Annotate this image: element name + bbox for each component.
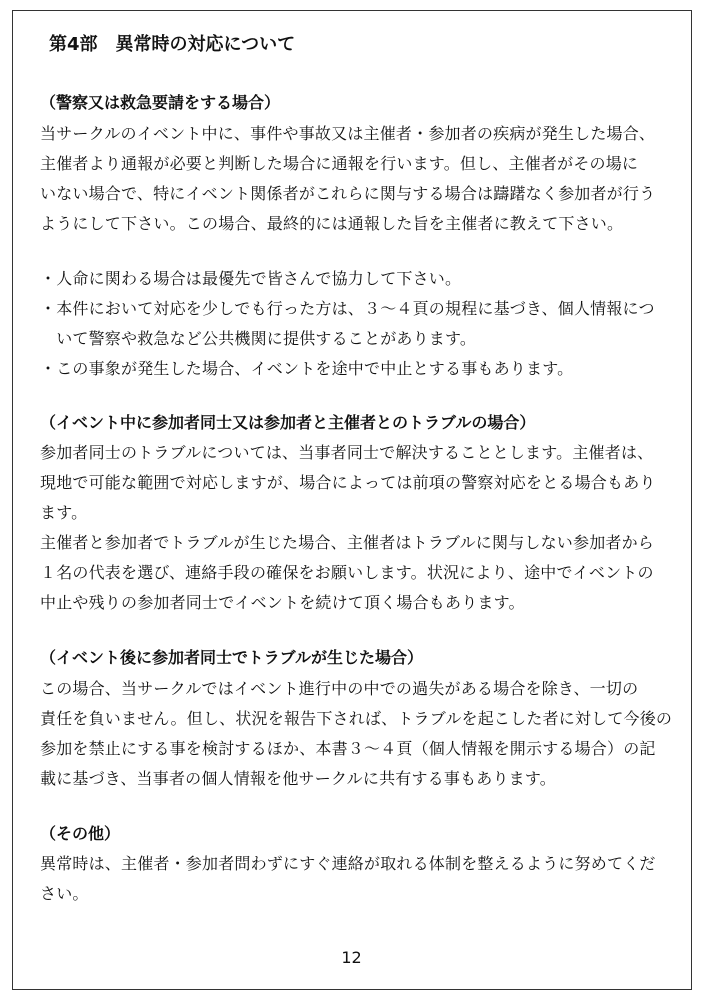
body-line: 参加者同士のトラブルについては、当事者同士で解決することとします。主催者は、 — [40, 443, 654, 462]
section-heading-trouble-after: （イベント後に参加者同士でトラブルが生じた場合） — [40, 648, 424, 667]
body-line: ようにして下さい。この場合、最終的には通報した旨を主催者に教えて下さい。 — [40, 214, 624, 233]
body-line: 主催者より通報が必要と判断した場合に通報を行います。但し、主催者がその場に — [40, 154, 639, 173]
body-line: 責任を負いません。但し、状況を報告下されば、トラブルを起こした者に対して今後の — [40, 709, 673, 728]
body-line: ます。 — [40, 503, 88, 522]
body-line: 異常時は、主催者・参加者問わずにすぐ連絡が取れる体制を整えるように努めてくだ — [40, 854, 656, 873]
section-heading-trouble-during: （イベント中に参加者同士又は参加者と主催者とのトラブルの場合） — [40, 413, 536, 432]
body-line: いない場合で、特にイベント関係者がこれらに関与する場合は躊躇なく参加者が行う — [40, 184, 656, 203]
bullet-item: ・本件において対応を少しでも行った方は、３～４頁の規程に基づき、個人情報につ — [40, 299, 655, 318]
bullet-item: ・この事象が発生した場合、イベントを途中で中止とする事もあります。 — [40, 359, 574, 378]
body-line: 現地で可能な範囲で対応しますが、場合によっては前項の警察対応をとる場合もあり — [40, 473, 656, 492]
body-line: 載に基づき、当事者の個人情報を他サークルに共有する事もあります。 — [40, 769, 557, 788]
body-line: 当サークルのイベント中に、事件や事故又は主催者・参加者の疾病が発生した場合、 — [40, 124, 656, 143]
section-heading-police: （警察又は救急要請をする場合） — [40, 93, 281, 112]
page-number: 12 — [341, 948, 362, 967]
body-line: 主催者と参加者でトラブルが生じた場合、主催者はトラブルに関与しない参加者から — [40, 533, 655, 552]
body-line: 中止や残りの参加者同士でイベントを続けて頂く場合もあります。 — [40, 593, 525, 612]
body-line: １名の代表を選び、連絡手段の確保をお願いします。状況により、途中でイベントの — [40, 563, 654, 582]
section-heading-other: （その他） — [40, 824, 121, 843]
body-line: この場合、当サークルではイベント進行中の中での過失がある場合を除き、一切の — [40, 679, 639, 698]
page-title: 第4部 異常時の対応について — [49, 34, 296, 55]
body-line: 参加を禁止にする事を検討するほか、本書３～４頁（個人情報を開示する場合）の記 — [40, 739, 656, 758]
bullet-item: いて警察や救急など公共機関に提供することがあります。 — [40, 329, 477, 348]
bullet-item: ・人命に関わる場合は最優先で皆さんで協力して下さい。 — [40, 269, 462, 288]
body-line: さい。 — [40, 884, 89, 903]
